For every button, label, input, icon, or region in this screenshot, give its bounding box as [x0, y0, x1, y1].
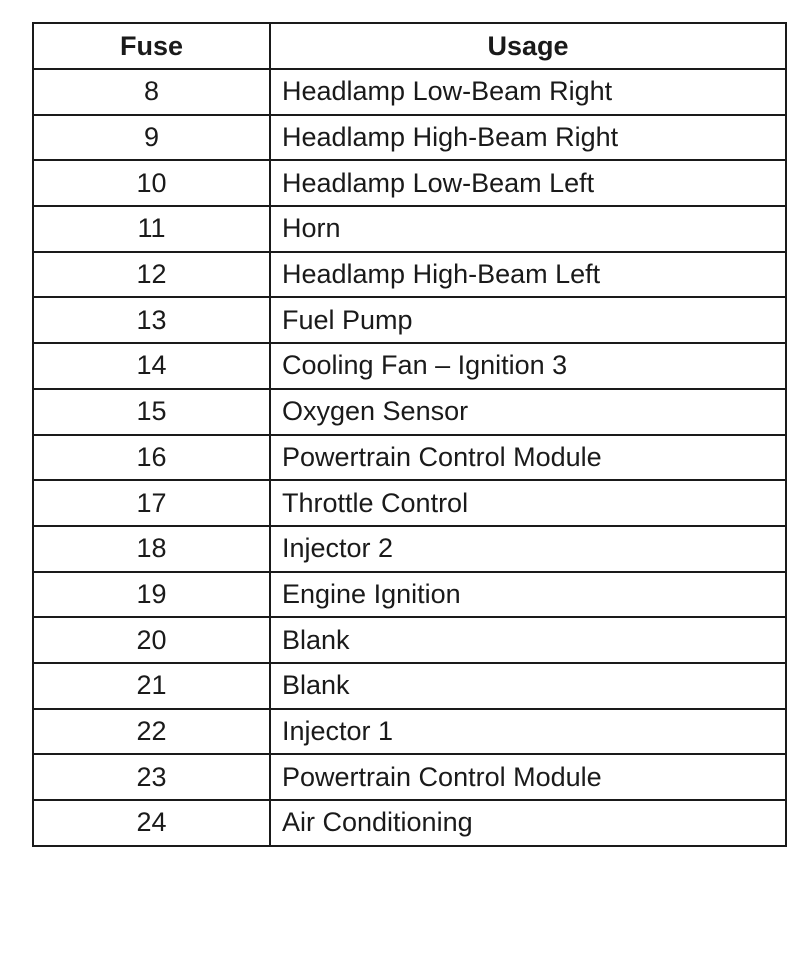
table-row [33, 206, 786, 252]
usage-cell: Injector 2 [270, 526, 786, 572]
table-body [33, 69, 786, 846]
usage-cell: Powertrain Control Module [270, 754, 786, 800]
usage-cell: Throttle Control [270, 480, 786, 526]
usage-cell: Fuel Pump [270, 297, 786, 343]
usage-cell: Headlamp High-Beam Left [270, 252, 786, 298]
fuse-number-cell: 16 [33, 435, 270, 481]
table-row [33, 800, 786, 846]
fuse-number-cell: 17 [33, 480, 270, 526]
table-row [33, 572, 786, 618]
table-row [33, 709, 786, 755]
table-row [33, 526, 786, 572]
fuse-number-cell: 8 [33, 69, 270, 115]
fuse-number-cell: 9 [33, 115, 270, 161]
usage-cell: Cooling Fan – Ignition 3 [270, 343, 786, 389]
fuse-number-cell: 11 [33, 206, 270, 252]
table-row [33, 617, 786, 663]
usage-cell: Blank [270, 617, 786, 663]
usage-cell: Engine Ignition [270, 572, 786, 618]
table-row [33, 69, 786, 115]
fuse-number-cell: 15 [33, 389, 270, 435]
table-row [33, 389, 786, 435]
table-row [33, 252, 786, 298]
header-row [33, 23, 786, 69]
fuse-number-cell: 14 [33, 343, 270, 389]
fuse-number-cell: 24 [33, 800, 270, 846]
usage-cell: Blank [270, 663, 786, 709]
table-row [33, 343, 786, 389]
table-row [33, 663, 786, 709]
fuse-number-cell: 23 [33, 754, 270, 800]
usage-column-header: Usage [270, 23, 786, 69]
usage-cell: Powertrain Control Module [270, 435, 786, 481]
fuse-number-cell: 18 [33, 526, 270, 572]
table-row [33, 480, 786, 526]
usage-cell: Headlamp High-Beam Right [270, 115, 786, 161]
table-row [33, 160, 786, 206]
usage-cell: Oxygen Sensor [270, 389, 786, 435]
fuse-number-cell: 13 [33, 297, 270, 343]
fuse-number-cell: 10 [33, 160, 270, 206]
fuse-number-cell: 22 [33, 709, 270, 755]
usage-cell: Injector 1 [270, 709, 786, 755]
table-header [33, 23, 786, 69]
table-row [33, 115, 786, 161]
table-row [33, 435, 786, 481]
fuse-number-cell: 21 [33, 663, 270, 709]
usage-cell: Headlamp Low-Beam Left [270, 160, 786, 206]
usage-cell: Air Conditioning [270, 800, 786, 846]
fuse-number-cell: 19 [33, 572, 270, 618]
fuse-number-cell: 12 [33, 252, 270, 298]
usage-cell: Headlamp Low-Beam Right [270, 69, 786, 115]
fuse-column-header: Fuse [33, 23, 270, 69]
table-row [33, 754, 786, 800]
usage-cell: Horn [270, 206, 786, 252]
table-row [33, 297, 786, 343]
fuse-usage-table [32, 22, 787, 847]
fuse-number-cell: 20 [33, 617, 270, 663]
